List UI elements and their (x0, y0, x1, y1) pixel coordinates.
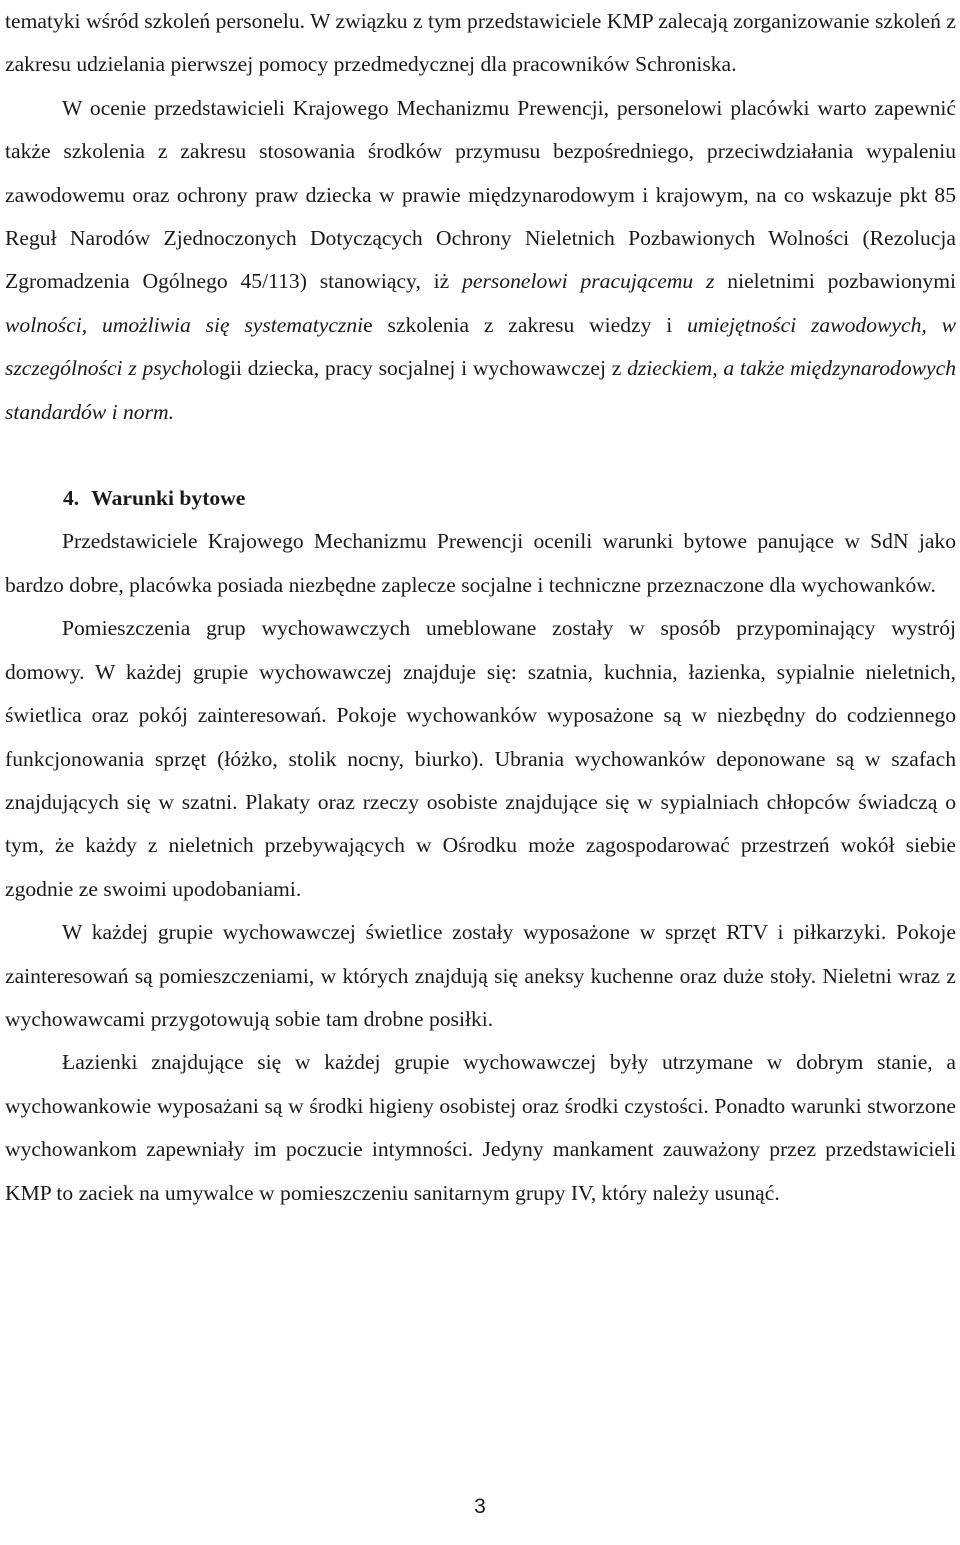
italic-run: dzieckiem, a także międzynarodowych standardów i norm. (5, 356, 957, 424)
paragraph-intro-tail: tematyki wśród szkoleń personelu. W związku z tym przedstawiciele KMP zalecają zorganizowanie szkoleń z zakresu udzielania pierwszej pomocy przedmedycznej dla pracowników Schroniska. (5, 9, 956, 77)
page-number: 3 (474, 1495, 486, 1518)
italic-run: umiejętności zawodowych, w szczególności z psycho (5, 312, 956, 381)
paragraph-common-rooms: W każdej grupie wychowawczej świetlice zostały wyposażone w sprzęt RTV i piłkarzyki. Pokoje zainteresowań są pomieszczeniami, w których znajdują się aneksy kuchenne oraz duże stoły. Nieletni wraz z wychowawcami przygotowują sobie tam drobne posiłki. (5, 920, 956, 1031)
paragraph-kmp-training (5, 87, 956, 434)
paragraph-living-conditions: Przedstawiciele Krajowego Mechanizmu Prewencji ocenili warunki bytowe panujące w SdN jako bardzo dobre, placówka posiada niezbędne zaplecze socjalne i techniczne przeznaczone dla wychowanków. (5, 529, 956, 597)
paragraph-rooms: Pomieszczenia grup wychowawczych umeblowane zostały w sposób przypominający wystrój domowy. W każdej grupie wychowawczej znajduje się: szatnia, kuchnia, łazienka, sypialnie nieletnich, świetlica oraz pokój zainteresowań. Pokoje wychowanków wyposażone są w niezbędny do codziennego funkcjonowania sprzęt (łóżko, stolik nocny, biurko). Ubrania wychowanków deponowane są w szafach znajdujących się w szatni. Plakaty oraz rzeczy osobiste znajdujące się w sypialniach chłopców świadczą o tym, że każdy z nieletnich przebywających w Ośrodku może zagospodarować przestrzeń wokół siebie zgodnie ze swoimi upodobaniami. (5, 616, 956, 901)
text-run: logii dziecka, pracy socjalnej i wychowawczej z (202, 356, 628, 381)
italic-run: wolności, umożliwia się systematyczni (5, 312, 364, 337)
italic-run: personelowi pracującemu z (462, 269, 715, 294)
text-run: nieletnimi pozbawionymi (714, 269, 956, 294)
section-title: Warunki bytowe (91, 486, 246, 511)
text-run: e szkolenia z zakresu wiedzy i (363, 312, 688, 337)
document-page (5, 0, 956, 1215)
paragraph-bathrooms: Łazienki znajdujące się w każdej grupie wychowawczej były utrzymane w dobrym stanie, a wychowankowie wyposażani są w środki higieny osobistej oraz środki czystości. Ponadto warunki stworzone wychowankom zapewniały im poczucie intymności. Jedyny mankament zauważony przez przedstawicieli KMP to zaciek na umywalce w pomieszczeniu sanitarnym grupy IV, który należy usunąć. (5, 1050, 956, 1205)
text-run: W ocenie przedstawicieli Krajowego Mechanizmu Prewencji, personelowi placówki warto zapewnić także szkolenia z zakresu stosowania środków przymusu bezpośredniego, przeciwdziałania wypaleniu zawodowemu oraz ochrony praw dziecka w prawie międzynarodowym i krajowym, na co wskazuje pkt 85 Reguł Narodów Zjednoczonych Dotyczących Ochrony Nieletnich Pozbawionych Wolności (Rezolucja Zgromadzenia Ogólnego 45/113) stanowiący, iż (5, 95, 956, 294)
section-heading (63, 477, 956, 520)
section-number: 4. (63, 486, 80, 511)
